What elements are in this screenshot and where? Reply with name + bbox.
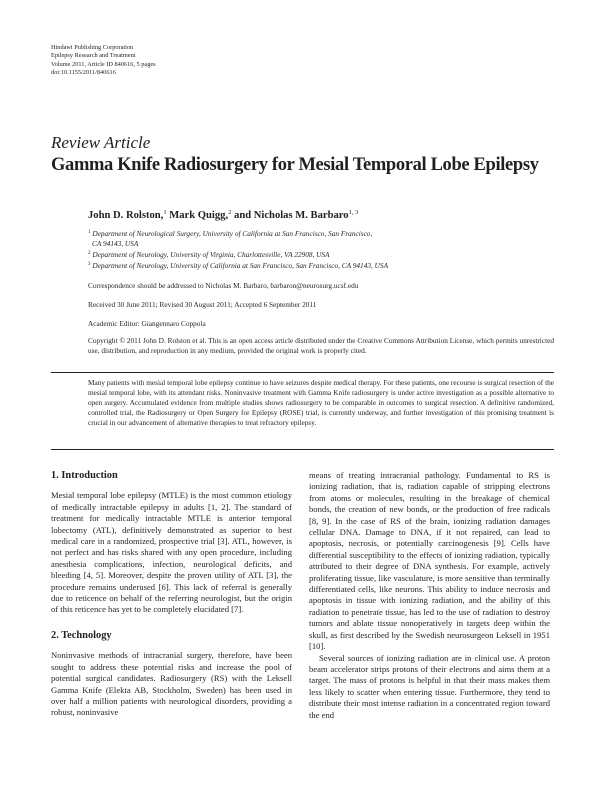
body-paragraph: Several sources of ionizing radiation are in clinical use. A proton beam accelerator strips protons of their electrons and aims them at a target. The mass of protons is helpful in that their mass makes them less likely to scatter when entering tissue. Furthermore, they tend to distribute their most intense radiation in a concentrated region toward the end bbox=[309, 652, 550, 720]
author-affil-sup: 1 bbox=[163, 209, 167, 216]
intro-paragraph: Mesial temporal lobe epilepsy (MTLE) is the most common etiology of medically intractable epilepsy in adults [1, 2]. The standard of treatment for medically intractable MTLE is anterior temporal lobectomy (ATL), definitively demonstrated as superior to best medical care in a randomized, prospective trial [3]. ATL, however, is not perfect and has risks shared with any open procedure, including anesthesia complications, infection, neurological deficits, and bleeding [4, 5]. Moreover, despite the proven utility of ATL [3], the procedure remains underused [6]. This lack of referral is generally due to reticence on behalf of the referring neurologist, but the origin of this reticence has yet to be completely elucidated [7]. bbox=[51, 490, 292, 615]
affiliations bbox=[88, 228, 558, 271]
abstract-bottom-rule bbox=[51, 449, 554, 450]
volume-line: Volume 2011, Article ID 840616, 5 pages bbox=[51, 60, 156, 68]
author-affil-sup: 1, 3 bbox=[348, 209, 359, 216]
paper-title: Gamma Knife Radiosurgery for Mesial Temporal Lobe Epilepsy bbox=[51, 155, 539, 175]
abstract: Many patients with mesial temporal lobe epilepsy continue to have seizures despite medical therapy. For these patients, one recourse is surgical resection of the mesial temporal lobe, with its attendant risks. Noninvasive treatment with Gamma Knife radiosurgery is under active investigation as a possible alternative to open surgery. Accumulated evidence from multiple studies shows radiosurgery to be comparable in outcomes to surgical resection. A definitive randomized, controlled trial, the Radiosurgery or Open Surgery for Epilepsy (ROSE) trial, is currently underway, and further investigation of this promising treatment is crucial in our advancement of alternative therapies to treat refractory epilepsy. bbox=[88, 378, 554, 427]
section-heading-technology: 2. Technology bbox=[51, 629, 112, 641]
affiliation-1-continued: CA 94143, USA bbox=[92, 238, 139, 248]
author-affil-sup: 2 bbox=[228, 209, 232, 216]
body-paragraph: means of treating intracranial pathology. Fundamental to RS is ionizing radiation, that is, radiation capable of stripping electrons from atoms or molecules, resulting in the breakage of chemical bonds, the creation of new bonds, or the production of free radicals [8, 9]. In the case of RS of the brain, ionizing radiation damages cellular DNA. Damage to DNA, if it not repaired, can lead to apoptosis, necrosis, or potentially carcinogenesis [9]. Cells have differential susceptibility to the effects of ionizing radiation, typically attributed to their degree of DNA synthesis. For example, actively proliferating tissue, like vasculature, is more sensitive than terminally differentiated cells, like neurons. This ability to induce necrosis and apoptosis in tissue with ionizing radiation, and the ability of this radiation to penetrate tissue, has led to the use of radiation to destroy tumors and ablate tissue nonoperatively in targets deep within the skull, as first described by the Swedish neurosurgeon Leksell in 1951 [10]. bbox=[309, 470, 550, 652]
doi[interactable]: doi:10.1155/2011/840616 bbox=[51, 69, 116, 77]
abstract-top-rule bbox=[51, 372, 554, 373]
received-dates: Received 30 June 2011; Revised 30 August 2011; Accepted 6 September 2011 bbox=[88, 300, 317, 309]
author-rolston: John D. Rolston, bbox=[88, 210, 164, 221]
affiliation-number: 1 bbox=[88, 230, 91, 235]
affiliation-2 bbox=[88, 249, 558, 260]
affiliation-text: Department of Neurological Surgery, University of California at San Francisco, San Francisco, bbox=[90, 229, 373, 238]
affiliation-number: 3 bbox=[88, 261, 91, 267]
affiliation-text: Department of Neurology, University of Virginia, Charlottesville, VA 22908, USA bbox=[90, 249, 330, 259]
copyright-notice: Copyright © 2011 John D. Rolston et al. This is an open access article distributed under the Creative Commons Attribution License, which permits unrestricted use, distribution, and reproduction in any medium, provided the original work is properly cited. bbox=[88, 336, 554, 355]
publisher: Hindawi Publishing Corporation bbox=[51, 44, 134, 51]
author-quigg: Mark Quigg, bbox=[166, 210, 229, 221]
section-heading-introduction: 1. Introduction bbox=[51, 470, 118, 481]
affiliation-text: Department of Neurology, University of California at San Francisco, San Francisco, CA 94143, USA bbox=[90, 260, 389, 270]
affiliation-3 bbox=[88, 260, 558, 271]
publication-info bbox=[51, 44, 156, 78]
author-barbaro: and Nicholas M. Barbaro bbox=[231, 210, 349, 221]
right-column bbox=[309, 470, 550, 721]
technology-paragraph: Noninvasive methods of intracranial surgery, therefore, have been sought to address these potential risks and increase the pool of potential surgical candidates. Radiosurgery (RS) with the Leksell Gamma Knife (Elekta AB, Stockholm, Sweden) has been used in over half a million patients with neurological disorders, providing a robust, noninvasive bbox=[51, 650, 292, 718]
left-column bbox=[51, 470, 292, 719]
affiliation-1 bbox=[88, 228, 558, 239]
academic-editor: Academic Editor: Giangennaro Coppola bbox=[88, 319, 206, 328]
correspondence: Correspondence should be addressed to Nicholas M. Barbaro, barbaron@neurosurg.ucsf.edu bbox=[88, 281, 359, 290]
affiliation-number: 2 bbox=[88, 250, 91, 256]
article-type: Review Article bbox=[51, 133, 151, 152]
author-list bbox=[88, 209, 358, 221]
journal-name: Epilepsy Research and Treatment bbox=[51, 52, 136, 60]
